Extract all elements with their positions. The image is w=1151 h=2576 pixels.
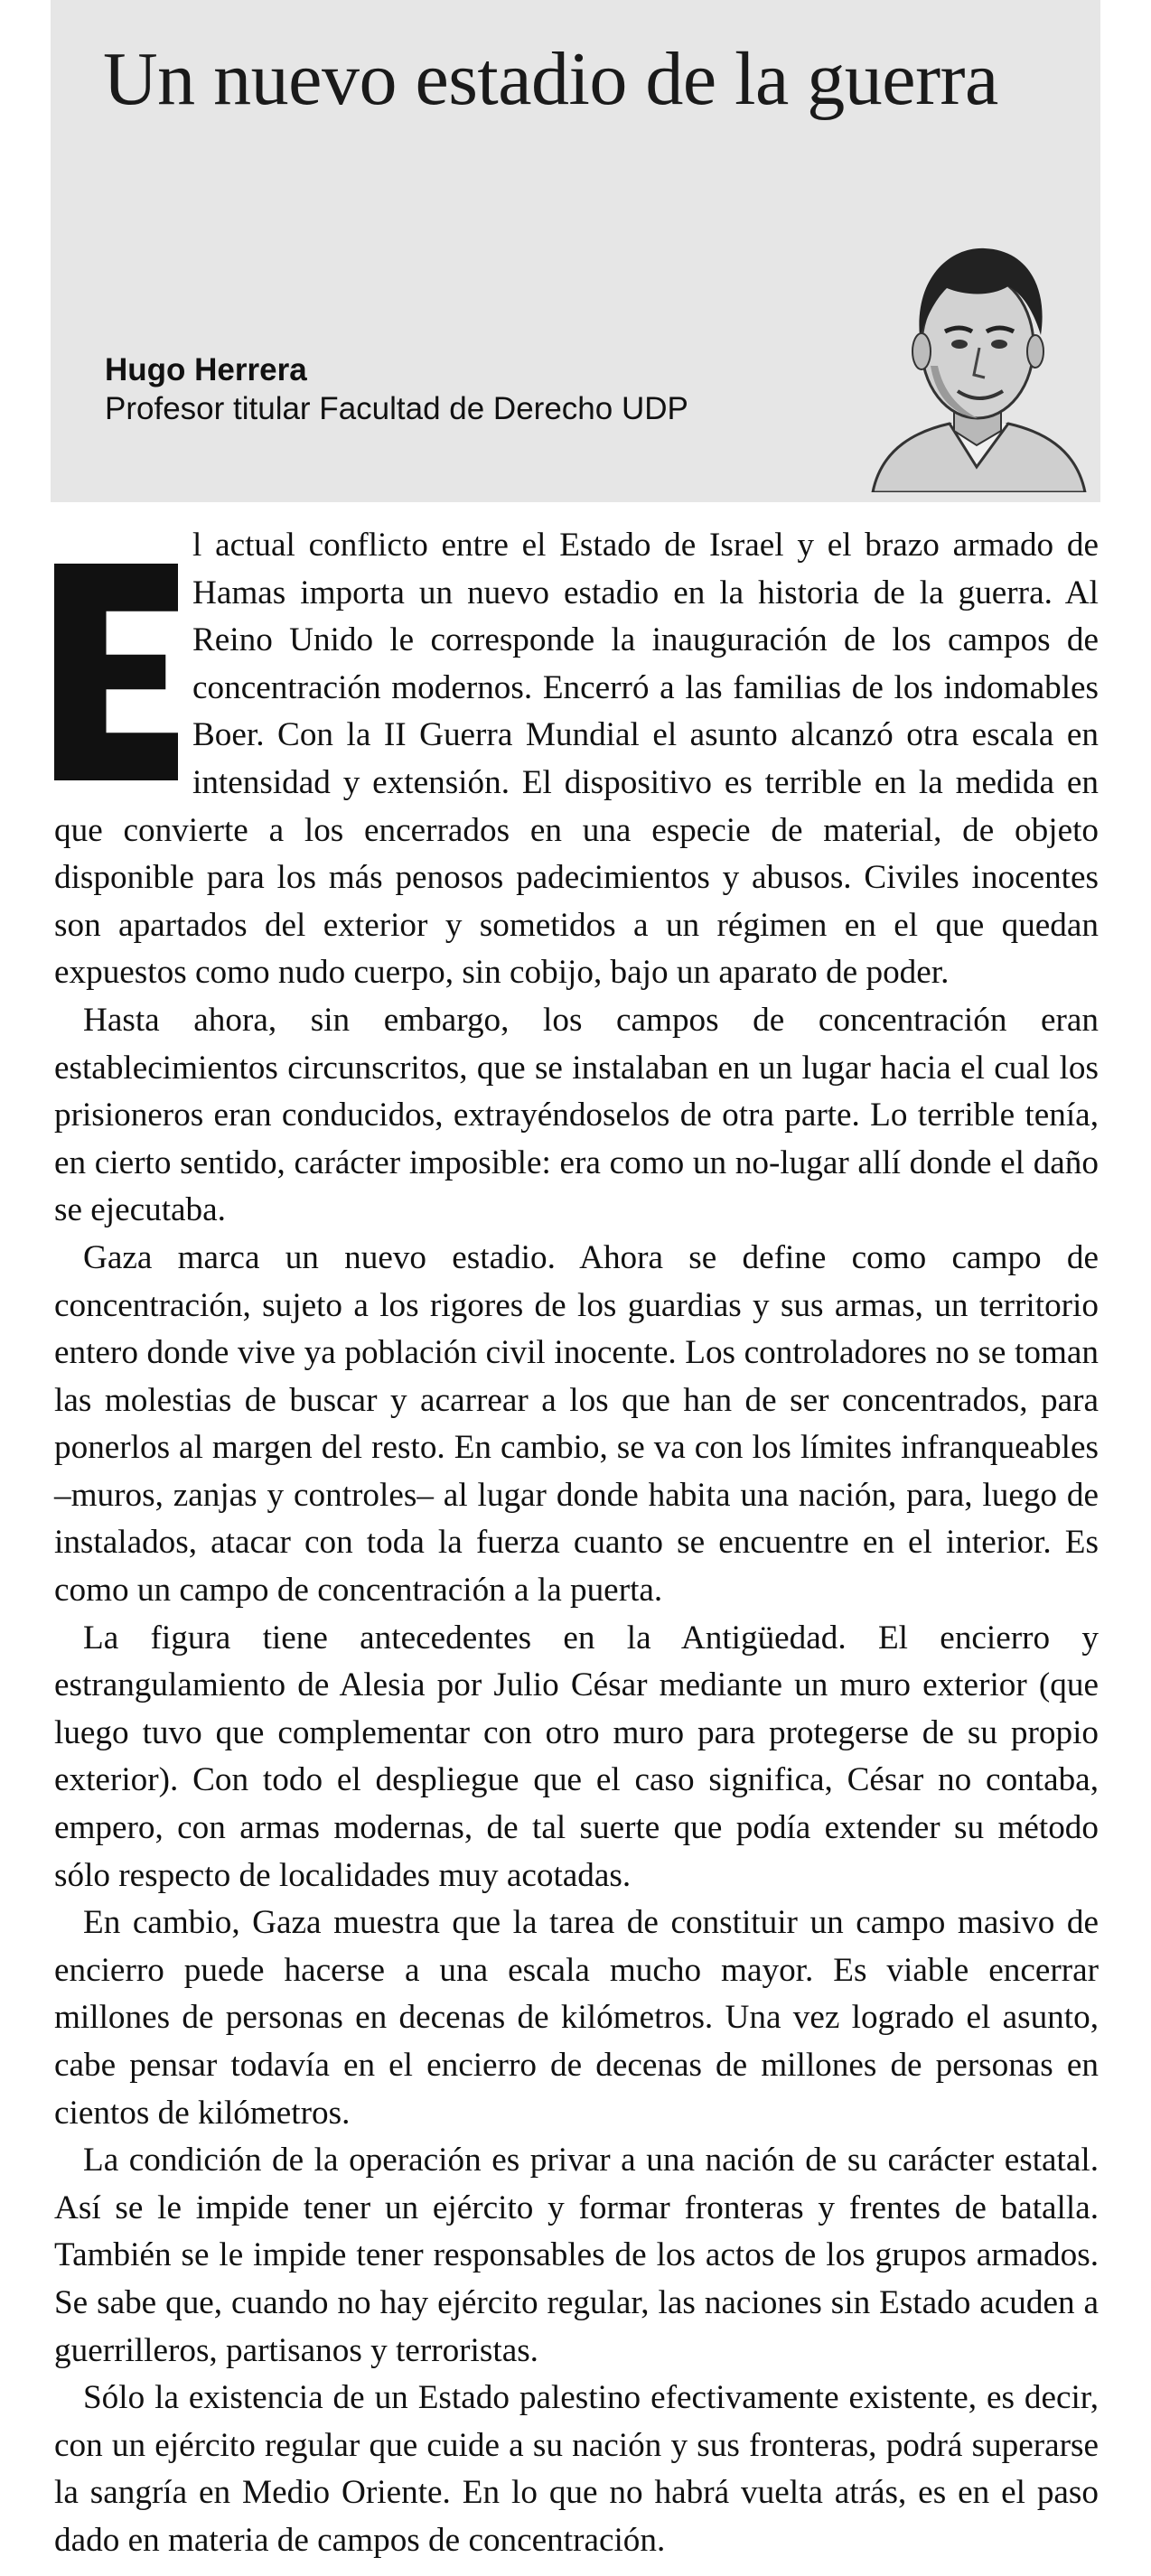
headline: Un nuevo estadio de la guerra — [103, 37, 998, 121]
author-title: Profesor titular Facultad de Derecho UDP — [105, 391, 688, 426]
paragraph-6: La condición de la operación es privar a una nación de su carácter estatal. Así se le impide tener un ejército y formar fronteras y frentes de batalla. También se le impide tener responsables de los actos de los grupos armados. Se sabe que, cuando no hay ejército regular, las naciones sin Estado acuden a guerrilleros, partisanos y terroristas. — [54, 2142, 1099, 2369]
author-name: Hugo Herrera — [105, 352, 307, 387]
drop-cap-e — [54, 564, 178, 780]
paragraph-4: La figura tiene antecedentes en la Antigüedad. El encierro y estrangulamiento de Alesia por Julio César mediante un muro exterior (que luego tuvo que complementar con otro muro para protegerse de su propio exterior). Con todo el despliegue que el caso significa, César no contaba, empero, con armas modernas, de tal suerte que podía extender su método sólo respecto de localidades muy acotadas. — [54, 1619, 1099, 1894]
article-body — [54, 522, 1099, 2565]
paragraph-7: Sólo la existencia de un Estado palestino efectivamente existente, es decir, con un ejército regular que cuide a su nación y sus fronteras, podrá superarse la sangría en Medio Oriente. En lo que no habrá vuelta atrás, es en el paso dado en materia de campos de concentración. — [54, 2379, 1099, 2559]
article-header — [51, 0, 1100, 502]
author-portrait — [864, 230, 1090, 492]
paragraph-1 — [54, 522, 1099, 997]
paragraph-1-text: l actual conflicto entre el Estado de Israel y el brazo armado de Hamas importa un nuevo estadio en la historia de la guerra. Al Reino Unido le corresponde la inauguración de los campos de concentración modernos. Encerró a las familias de los indomables Boer. Con la II Guerra Mundial el asunto alcanzó otra escala en intensidad y extensión. El dispositivo es terrible en la medida en que convierte a los encerrados en una especie de material, de objeto disponible para los más penosos padecimientos y abusos. Civiles inocentes son apartados del exterior y sometidos a un régimen en el que quedan expuestos como nudo cuerpo, sin cobijo, bajo un aparato de poder. — [54, 527, 1099, 992]
paragraph-5: En cambio, Gaza muestra que la tarea de constituir un campo masivo de encierro puede hacerse a una escala mucho mayor. Es viable encerrar millones de personas en decenas de kilómetros. Una vez logrado el asunto, cabe pensar todavía en el encierro de decenas de millones de personas en cientos de kilómetros. — [54, 1904, 1099, 2132]
paragraph-3: Gaza marca un nuevo estadio. Ahora se define como campo de concentración, sujeto a los rigores de los guardias y sus armas, un territorio entero donde vive ya población civil inocente. Los controladores no se toman las molestias de buscar y acarrear a los que han de ser concentrados, para ponerlos al margen del resto. En cambio, se va con los límites infranqueables –muros, zanjas y controles– al lugar donde habita una nación, para, luego de instalados, atacar con toda la fuerza cuanto se encuentre en el interior. Es como un campo de concentración a la puerta. — [54, 1238, 1099, 1610]
paragraph-2: Hasta ahora, sin embargo, los campos de concentración eran establecimientos circunscritos, que se instalaban en un lugar hacia el cual los prisioneros eran conducidos, extrayéndoselos de otra parte. Lo terrible tenía, en cierto sentido, carácter imposible: era como un no-lugar allí donde el daño se ejecutaba. — [54, 1001, 1099, 1229]
